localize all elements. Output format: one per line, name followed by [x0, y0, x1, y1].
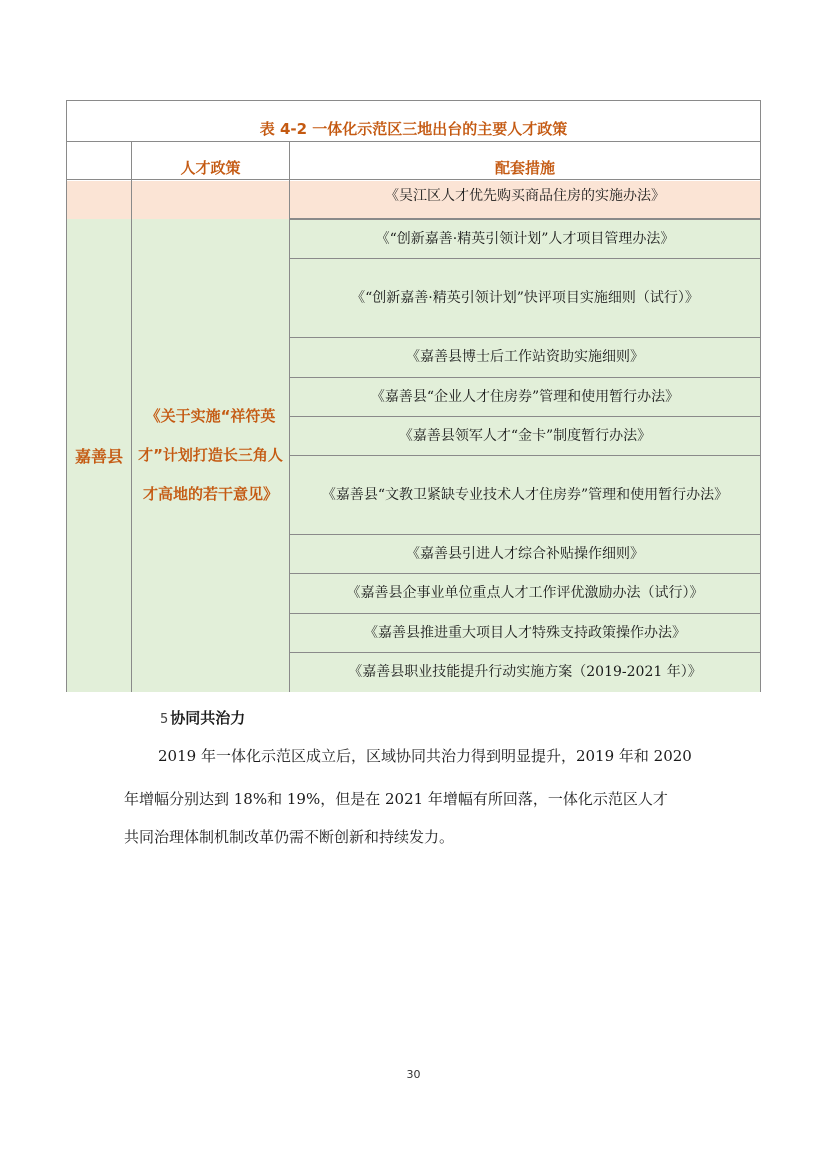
header-policy: 人才政策	[132, 142, 289, 180]
measure-item: 《嘉善县企事业单位重点人才工作评优激励办法（试行）》	[290, 574, 760, 614]
measure-item: 《嘉善县推进重大项目人才特殊支持政策操作办法》	[290, 614, 760, 653]
measure-item: 《嘉善县“文教卫紧缺专业技术人才住房券”管理和使用暂行办法》	[290, 456, 760, 535]
measure-item: 《嘉善县领军人才“金卡”制度暂行办法》	[290, 417, 760, 456]
measure-item: 《“创新嘉善·精英引领计划”快评项目实施细则（试行）》	[290, 259, 760, 338]
measure-item: 《嘉善县博士后工作站资助实施细则》	[290, 338, 760, 378]
section-heading	[160, 707, 245, 728]
paragraph-line: 2019 年一体化示范区成立后，区域协同共治力得到明显提升，2019 年和 2020	[158, 747, 692, 765]
county-label: 嘉善县	[67, 219, 131, 692]
section-title: 协同共治力	[170, 709, 246, 727]
table-title: 表 4-2 一体化示范区三地出台的主要人才政策	[67, 101, 760, 142]
talent-policy-table	[66, 100, 761, 692]
measure-item: 《嘉善县“企业人才住房券”管理和使用暂行办法》	[290, 378, 760, 417]
wujiang-policy-cell	[132, 181, 289, 219]
policy-title: 《关于实施“祥符英才”计划打造长三角人才高地的若干意见》	[132, 219, 289, 692]
measure-item: 《嘉善县引进人才综合补贴操作细则》	[290, 535, 760, 574]
paragraph-line: 年增幅分别达到 18%和 19%，但是在 2021 年增幅有所回落，一体化示范区人才	[124, 790, 668, 808]
section-number: 5	[160, 712, 169, 727]
measure-item: 《嘉善县职业技能提升行动实施方案（2019-2021 年）》	[290, 653, 760, 692]
header-county-empty	[67, 142, 131, 180]
wujiang-measure: 《吴江区人才优先购买商品住房的实施办法》	[290, 181, 760, 219]
measure-item: 《“创新嘉善·精英引领计划”人才项目管理办法》	[290, 220, 760, 259]
page-number: 30	[406, 1068, 421, 1081]
paragraph-line: 共同治理体制机制改革仍需不断创新和持续发力。	[124, 828, 455, 846]
wujiang-county-cell	[67, 181, 131, 219]
column-divider	[131, 142, 132, 692]
column-divider	[289, 142, 290, 692]
header-measures: 配套措施	[290, 142, 760, 180]
